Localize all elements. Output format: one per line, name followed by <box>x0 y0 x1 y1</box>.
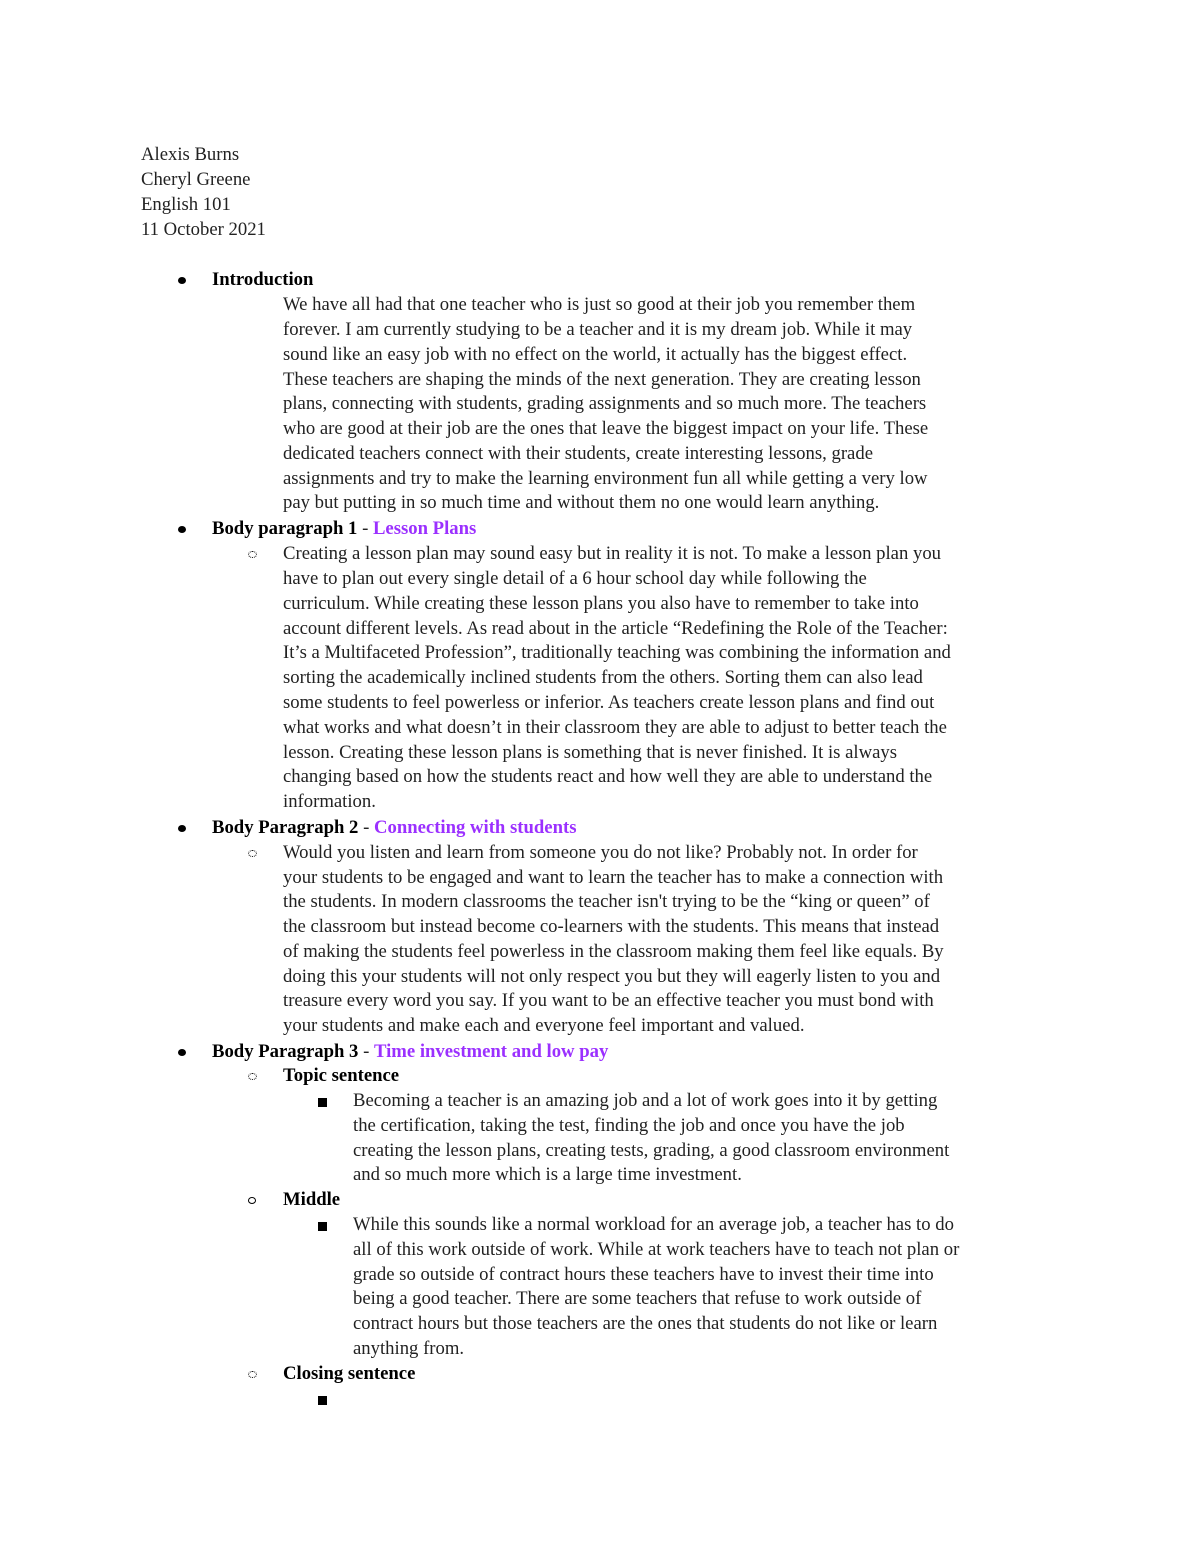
body2-heading-separator: - <box>358 817 374 838</box>
paragraph-line: doing this your students will not only respect you but they will eagerly listen to you and <box>283 966 941 987</box>
filled-square-bullet-icon <box>318 1222 327 1231</box>
paragraph-line: the classroom but instead become co-learners with the students. This means that instead <box>283 916 940 937</box>
filled-circle-bullet-icon <box>178 1049 186 1056</box>
paragraph-line: some students to feel powerless or inferior. As teachers create lesson plans and find out <box>283 692 935 713</box>
document-date: 11 October 2021 <box>141 219 266 240</box>
paragraph-line: creating the lesson plans, creating tests, grading, a good classroom environment <box>353 1140 950 1161</box>
paragraph-line: sound like an easy job with no effect on the world, it actually has the biggest effect. <box>283 344 908 365</box>
body2-heading <box>212 815 576 840</box>
body3-heading <box>212 1039 608 1064</box>
paragraph-line: the students. In modern classrooms the teacher isn't trying to be the “king or queen” of <box>283 891 930 912</box>
paragraph-line: We have all had that one teacher who is just so good at their job you remember them <box>283 294 916 315</box>
paragraph-line: assignments and try to make the learning environment fun all while getting a very low <box>283 468 928 489</box>
hollow-circle-bullet-icon <box>248 1073 257 1080</box>
paragraph-line: Becoming a teacher is an amazing job and a lot of work goes into it by getting <box>353 1090 938 1111</box>
body3-heading-label: Body Paragraph 3 <box>212 1041 359 1062</box>
paragraph-line: lesson. Creating these lesson plans is something that is never finished. It is always <box>283 742 897 763</box>
body3-topic: Time investment and low pay <box>373 1041 609 1062</box>
introduction-heading: Introduction <box>212 269 314 290</box>
paragraph-line: plans, connecting with students, grading assignments and so much more. The teachers <box>283 393 927 414</box>
paragraph-line: While this sounds like a normal workload for an average job, a teacher has to do <box>353 1214 954 1235</box>
filled-square-bullet-icon <box>318 1396 327 1405</box>
filled-circle-bullet-icon <box>178 526 186 533</box>
hollow-circle-bullet-icon <box>248 551 257 558</box>
paragraph-line: who are good at their job are the ones that leave the biggest impact on your life. These <box>283 418 929 439</box>
paragraph-line: and so much more which is a large time investment. <box>353 1164 742 1185</box>
body1-topic: Lesson Plans <box>372 518 477 539</box>
paragraph-line: information. <box>283 791 376 812</box>
paragraph-line: what works and what doesn’t in their classroom they are able to adjust to better teach the <box>283 717 947 738</box>
paragraph-line: It’s a Multifaceted Profession”, traditionally teaching was combining the information and <box>283 642 951 663</box>
hollow-circle-bullet-icon <box>248 850 257 857</box>
filled-circle-bullet-icon <box>178 277 186 284</box>
body1-heading <box>212 516 476 541</box>
paragraph-line: your students and make each and everyone feel important and valued. <box>283 1015 805 1036</box>
middle-label: Middle <box>283 1189 341 1210</box>
paragraph-line: contract hours but those teachers are the ones that students do not like or learn <box>353 1313 938 1334</box>
paragraph-line: being a good teacher. There are some teachers that refuse to work outside of <box>353 1288 922 1309</box>
student-name: Alexis Burns <box>141 144 240 165</box>
hollow-circle-bullet-icon <box>248 1197 256 1204</box>
closing-sentence-label: Closing sentence <box>283 1363 416 1384</box>
body2-topic: Connecting with students <box>373 817 577 838</box>
paragraph-line: all of this work outside of work. While at work teachers have to teach not plan or <box>353 1239 960 1260</box>
body1-heading-label: Body paragraph 1 <box>212 518 358 539</box>
paragraph-line: your students to be engaged and want to learn the teacher has to make a connection with <box>283 867 944 888</box>
paragraph-line: Creating a lesson plan may sound easy but in reality it is not. To make a lesson plan you <box>283 543 942 564</box>
paragraph-line: anything from. <box>353 1338 465 1359</box>
body2-heading-label: Body Paragraph 2 <box>212 817 359 838</box>
paragraph-line: treasure every word you say. If you want to be an effective teacher you must bond with <box>283 990 934 1011</box>
paragraph-line: These teachers are shaping the minds of the next generation. They are creating lesson <box>283 369 921 390</box>
body1-heading-separator: - <box>357 518 373 539</box>
paragraph-line: pay but putting in so much time and without them no one would learn anything. <box>283 492 880 513</box>
paragraph-line: of making the students feel powerless in the classroom making them feel like equals. By <box>283 941 944 962</box>
paragraph-line: sorting the academically inclined students from the others. Sorting them can also lead <box>283 667 923 688</box>
paragraph-line: curriculum. While creating these lesson plans you also have to remember to take into <box>283 593 919 614</box>
instructor-name: Cheryl Greene <box>141 169 251 190</box>
paragraph-line: Would you listen and learn from someone you do not like? Probably not. In order for <box>283 842 918 863</box>
paragraph-line: forever. I am currently studying to be a teacher and it is my dream job. While it may <box>283 319 913 340</box>
paragraph-line: dedicated teachers connect with their students, create interesting lessons, grade <box>283 443 873 464</box>
course-name: English 101 <box>141 194 231 215</box>
paragraph-line: the certification, taking the test, finding the job and once you have the job <box>353 1115 905 1136</box>
filled-circle-bullet-icon <box>178 825 186 832</box>
hollow-circle-bullet-icon <box>248 1371 257 1378</box>
topic-sentence-label: Topic sentence <box>283 1065 400 1086</box>
body3-heading-separator: - <box>358 1041 374 1062</box>
paragraph-line: grade so outside of contract hours these teachers have to invest their time into <box>353 1264 934 1285</box>
paragraph-line: account different levels. As read about in the article “Redefining the Role of the Teacher: <box>283 618 948 639</box>
paragraph-line: have to plan out every single detail of a 6 hour school day while following the <box>283 568 867 589</box>
paragraph-line: changing based on how the students react and how well they are able to understand the <box>283 766 933 787</box>
filled-square-bullet-icon <box>318 1098 327 1107</box>
